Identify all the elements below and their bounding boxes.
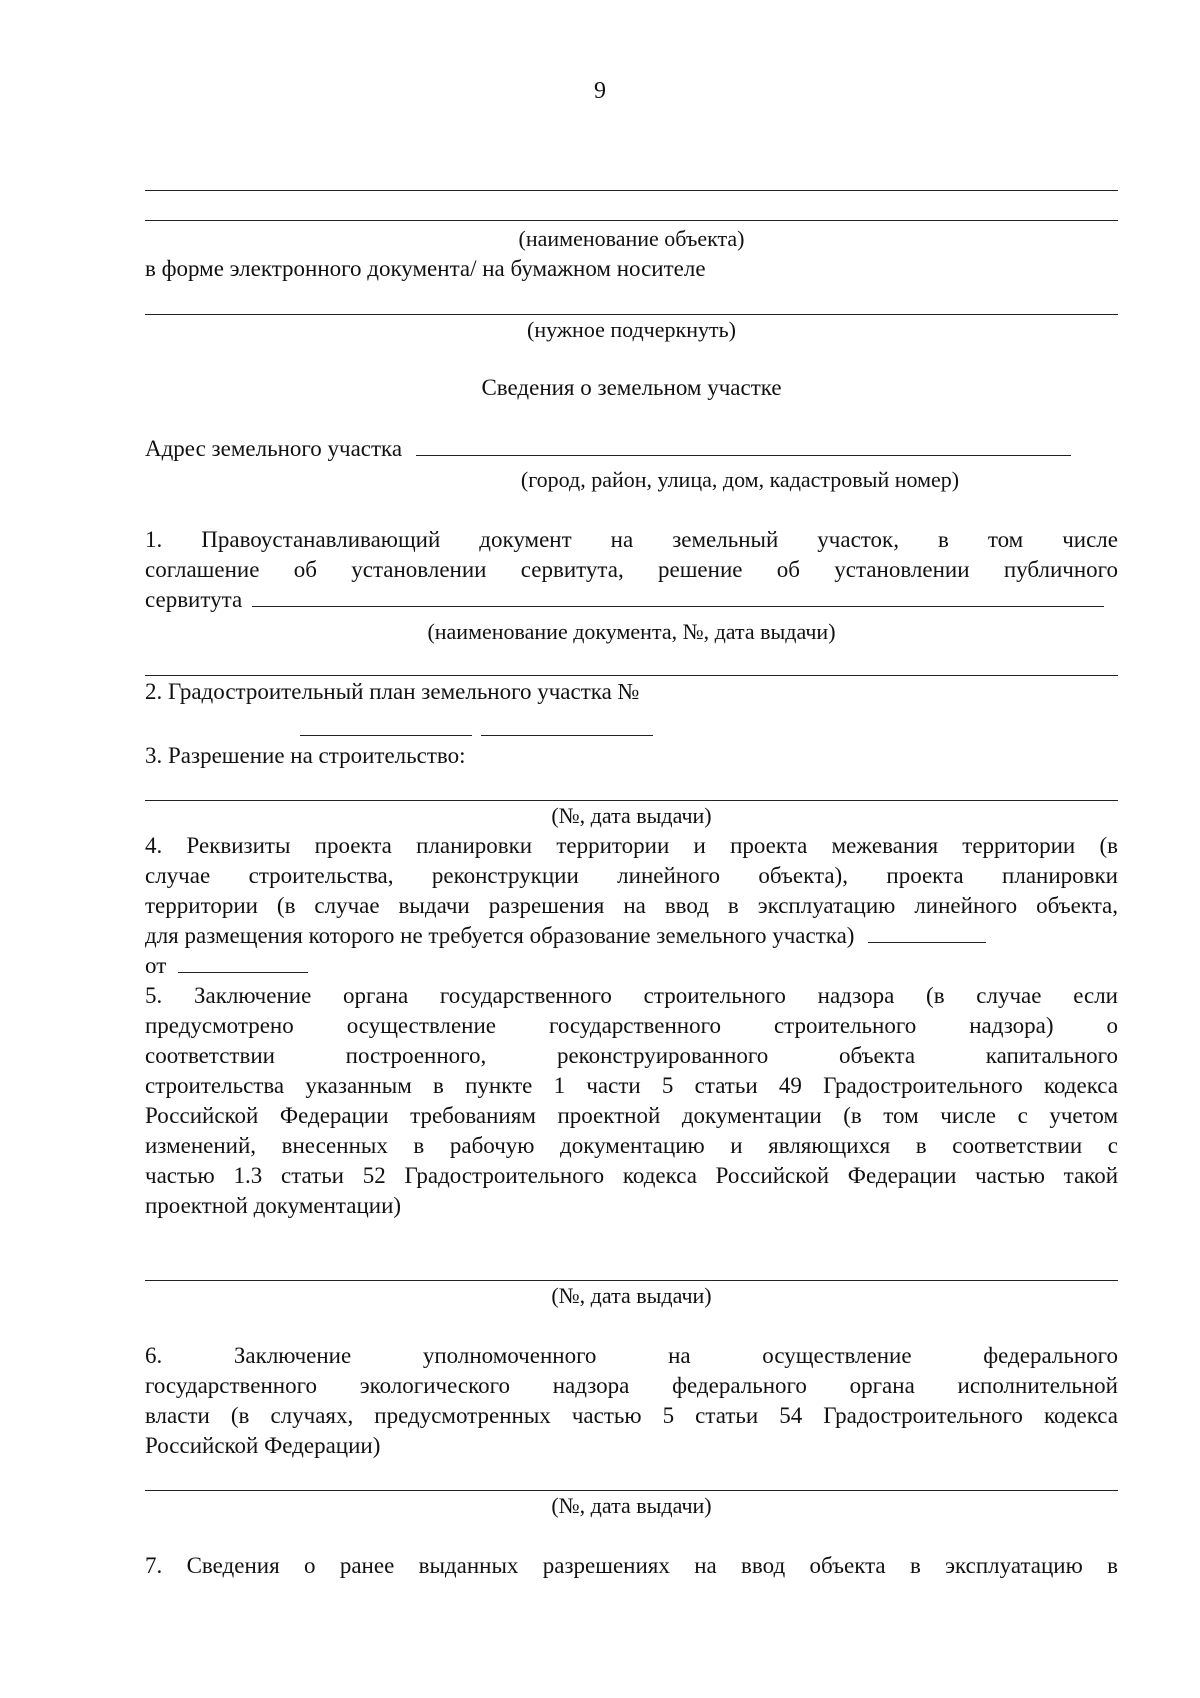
address-row — [145, 434, 1071, 464]
doc-form-line: в форме электронного документа/ на бумажном носителе — [145, 256, 706, 281]
item4-line-5 — [145, 951, 308, 981]
caption-underline: (нужное подчеркнуть) — [527, 317, 736, 342]
caption-num-date-2: (№, дата выдачи) — [551, 1283, 712, 1308]
item4-line-4-text: для размещения которого не требуется образование земельного участка) — [145, 923, 855, 948]
item5-line-6: изменений, внесенных в рабочую документацию и являющихся в соответствии с — [145, 1133, 1118, 1158]
blank-line-doc — [145, 675, 1118, 676]
item1-line-3-text: сервитута — [145, 587, 243, 612]
caption-doc-name: (наименование документа, №, дата выдачи) — [427, 619, 836, 644]
item6-line-4: Российской Федерации) — [145, 1433, 381, 1458]
blank-line-object-1 — [145, 190, 1118, 191]
item4-line-5-text: от — [145, 953, 167, 978]
item2-text: 2. Градостроительный план земельного участка № — [145, 679, 640, 704]
item4-line-1: 4. Реквизиты проекта планировки территории и проекта межевания территории (в — [145, 833, 1118, 858]
item6-line-1: 6. Заключение уполномоченного на осуществление федерального — [145, 1343, 1118, 1368]
item4-line-2: случае строительства, реконструкции линейного объекта), проекта планировки — [145, 863, 1118, 888]
item4-line-4 — [145, 921, 986, 951]
item5-line-3: соответствии построенного, реконструированного объекта капитального — [145, 1043, 1118, 1068]
item1-line-1: 1. Правоустанавливающий документ на земельный участок, в том числе — [145, 527, 1118, 552]
caption-num-date-1: (№, дата выдачи) — [551, 803, 712, 828]
item1-line-2: соглашение об установлении сервитута, решение об установлении публичного — [145, 557, 1118, 582]
gp-date-blank — [481, 735, 653, 736]
item6-line-2: государственного экологического надзора федерального органа исполнительной — [145, 1373, 1118, 1398]
item5-line-7: частью 1.3 статьи 52 Градостроительного кодекса Российской Федерации частью такой — [145, 1163, 1118, 1188]
address-label: Адрес земельного участка — [145, 436, 403, 461]
item4-blank-date — [178, 971, 308, 973]
item5-line-8: проектной документации) — [145, 1193, 402, 1218]
section-title: Сведения о земельном участке — [481, 375, 782, 400]
item3-text: 3. Разрешение на строительство: — [145, 743, 466, 768]
item1-line-3 — [145, 585, 1104, 615]
caption-object-name: (наименование объекта) — [518, 226, 745, 251]
item6-line-3: власти (в случаях, предусмотренных частью 5 статьи 54 Градостроительного кодекса — [145, 1403, 1118, 1428]
item7-line-1: 7. Сведения о ранее выданных разрешениях на ввод объекта в эксплуатацию в — [145, 1553, 1118, 1578]
blank-line-object-2 — [145, 220, 1118, 221]
item5-line-2: предусмотрено осуществление государственного строительного надзора) о — [145, 1013, 1118, 1038]
item1-blank — [252, 605, 1104, 607]
item4-blank-number — [868, 941, 986, 943]
item5-line-5: Российской Федерации требованиям проектной документации (в том числе с учетом — [145, 1103, 1118, 1128]
caption-num-date-3: (№, дата выдачи) — [551, 1493, 712, 1518]
address-blank — [416, 454, 1071, 456]
item5-line-1: 5. Заключение органа государственного строительного надзора (в случае если — [145, 983, 1118, 1008]
item4-line-3: территории (в случае выдачи разрешения на ввод в эксплуатацию линейного объекта, — [145, 893, 1118, 918]
page-number: 9 — [594, 78, 606, 104]
caption-address: (город, район, улица, дом, кадастровый номер) — [520, 467, 960, 492]
item5-line-4: строительства указанным в пункте 1 части 5 статьи 49 Градостроительного кодекса — [145, 1073, 1118, 1098]
gp-number-blank — [300, 735, 472, 736]
